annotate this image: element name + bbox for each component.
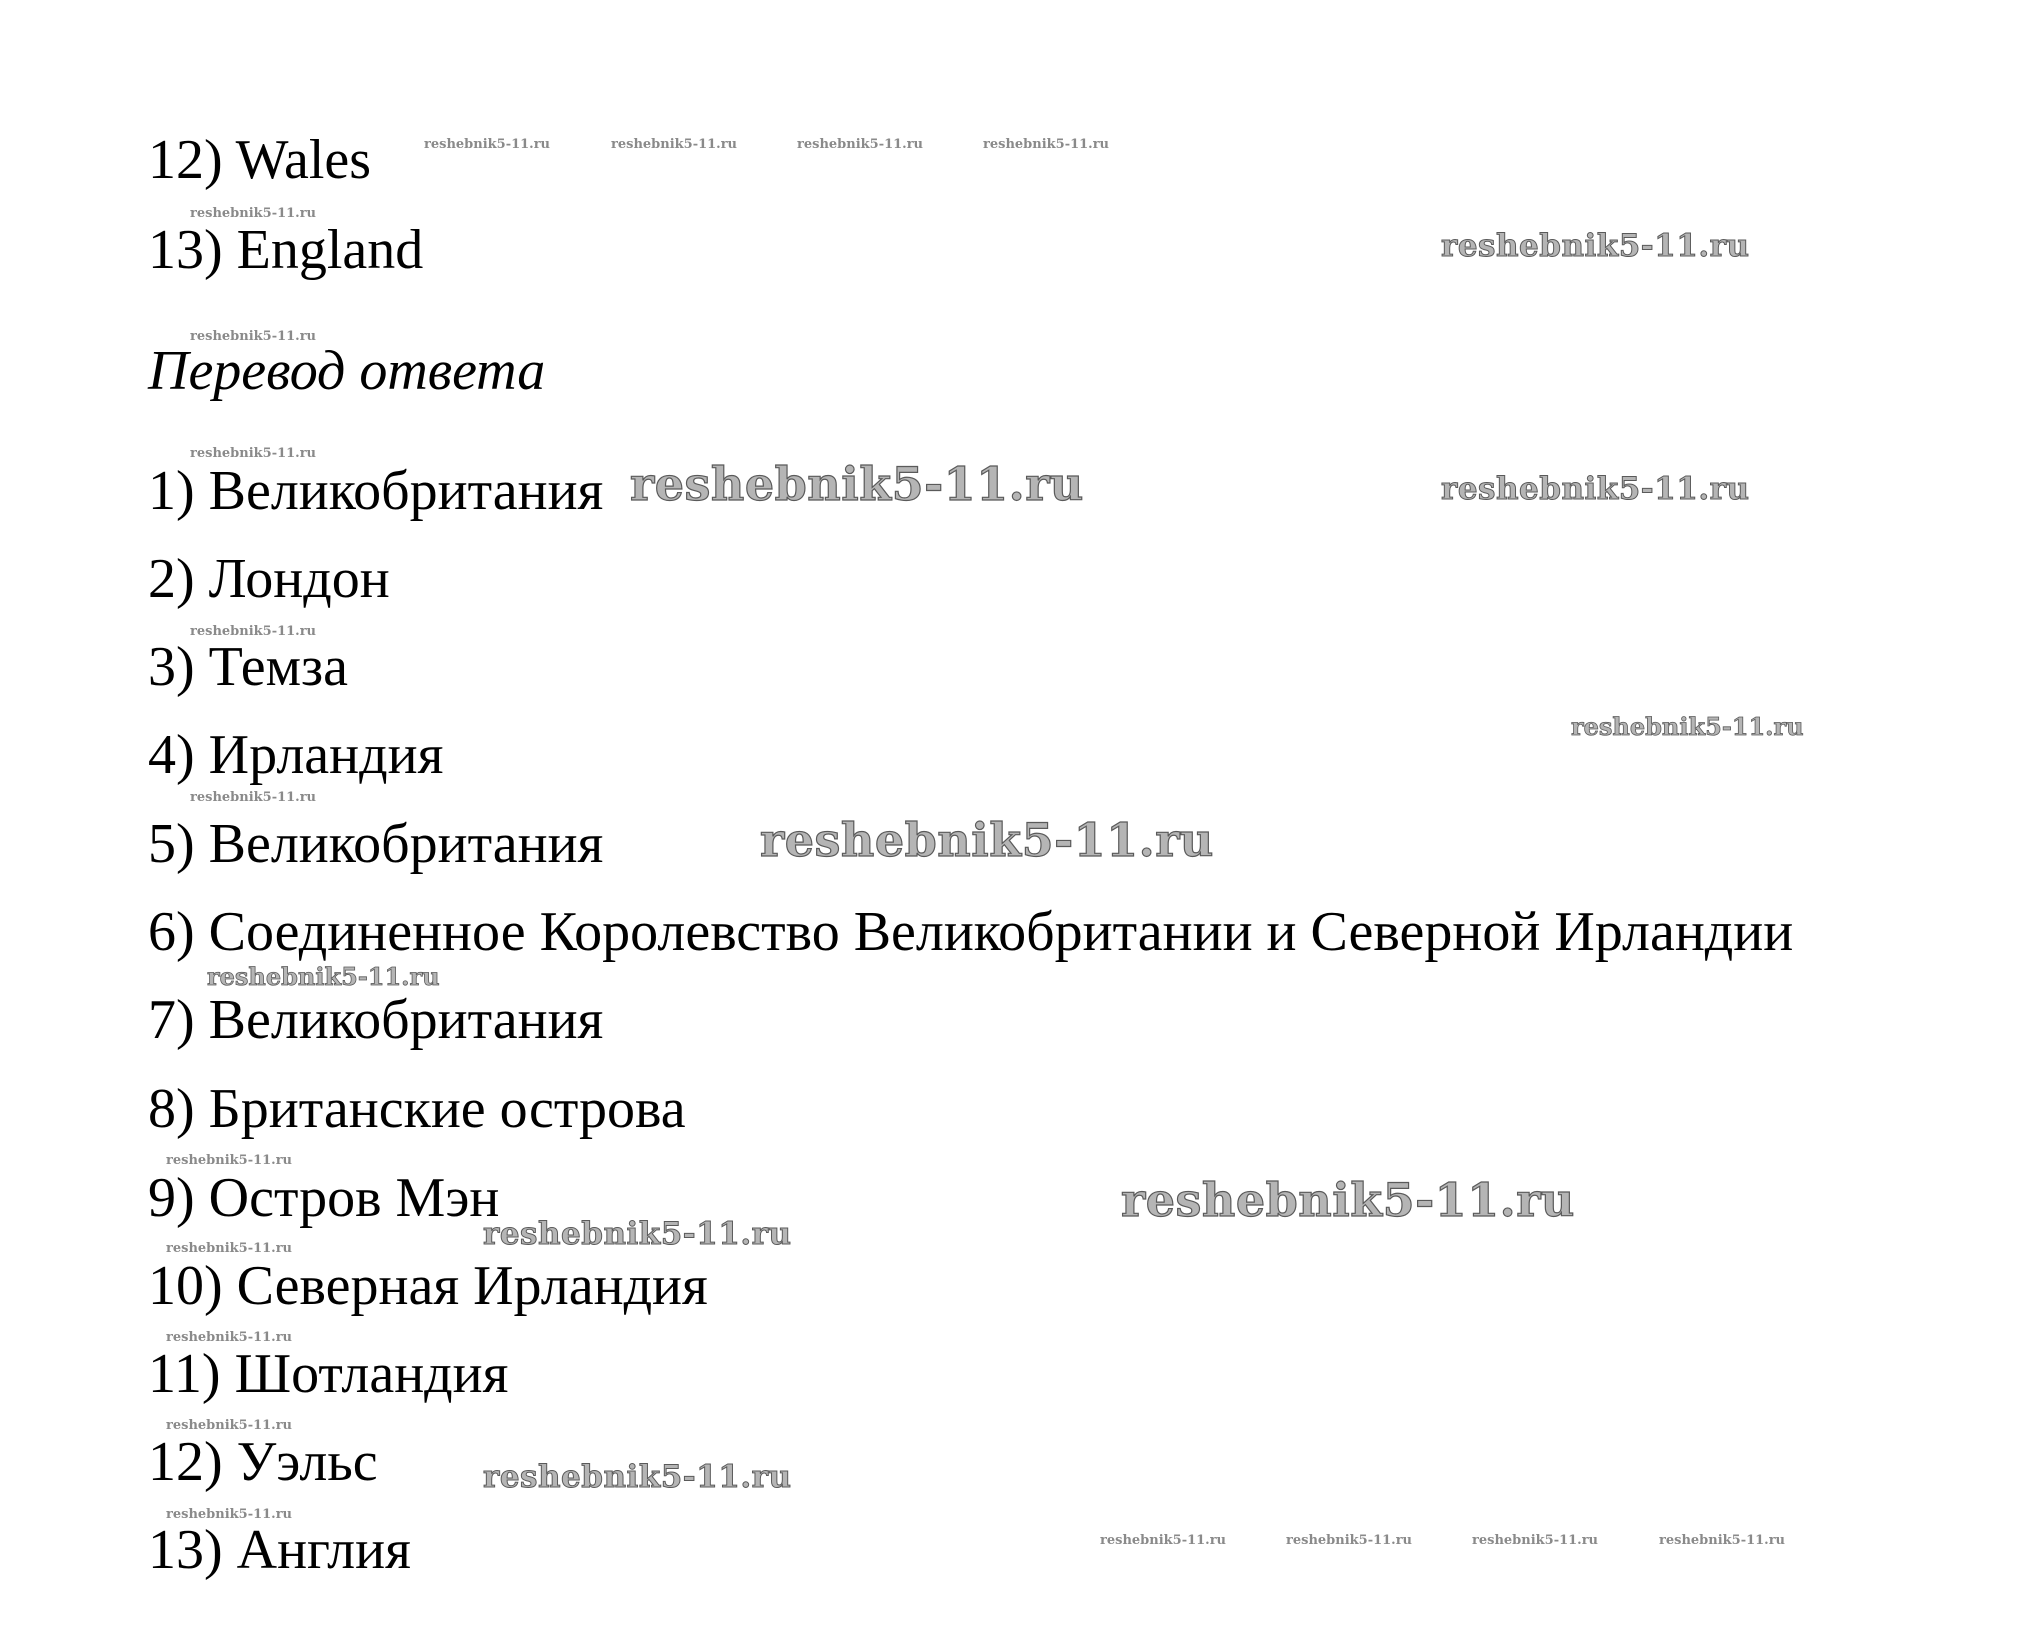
- watermark: reshebnik5-11.ru: [1441, 228, 1750, 264]
- translation-line-13: 13) Англия: [148, 1519, 411, 1581]
- watermark: reshebnik5-11.ru: [424, 137, 551, 152]
- watermark: reshebnik5-11.ru: [1100, 1533, 1227, 1548]
- watermark: reshebnik5-11.ru: [166, 1330, 293, 1345]
- translation-line-12: 12) Уэльс: [148, 1431, 378, 1493]
- watermark: reshebnik5-11.ru: [166, 1153, 293, 1168]
- watermark: reshebnik5-11.ru: [190, 329, 317, 344]
- translation-line-9: 9) Остров Мэн: [148, 1167, 500, 1229]
- watermark: reshebnik5-11.ru: [1659, 1533, 1786, 1548]
- translation-line-6: 6) Соединенное Королевство Великобритании и Северной Ирландии: [148, 901, 1794, 963]
- translation-line-3: 3) Темза: [148, 636, 348, 698]
- watermark: reshebnik5-11.ru: [207, 962, 440, 991]
- translation-line-11: 11) Шотландия: [148, 1343, 509, 1405]
- watermark: reshebnik5-11.ru: [483, 1459, 792, 1495]
- watermark: reshebnik5-11.ru: [190, 206, 317, 221]
- watermark: reshebnik5-11.ru: [611, 137, 738, 152]
- watermark: reshebnik5-11.ru: [630, 457, 1084, 511]
- translation-line-1: 1) Великобритания: [148, 460, 604, 522]
- watermark: reshebnik5-11.ru: [1286, 1533, 1413, 1548]
- watermark: reshebnik5-11.ru: [483, 1216, 792, 1252]
- watermark: reshebnik5-11.ru: [797, 137, 924, 152]
- line-12-wales: 12) Wales: [148, 129, 372, 191]
- translation-line-10: 10) Северная Ирландия: [148, 1255, 708, 1317]
- watermark: reshebnik5-11.ru: [166, 1241, 293, 1256]
- watermark: reshebnik5-11.ru: [166, 1507, 293, 1522]
- watermark: reshebnik5-11.ru: [190, 790, 317, 805]
- line-13-england: 13) England: [148, 219, 424, 281]
- watermark: reshebnik5-11.ru: [190, 624, 317, 639]
- watermark: reshebnik5-11.ru: [1571, 712, 1804, 741]
- watermark: reshebnik5-11.ru: [1441, 471, 1750, 507]
- watermark: reshebnik5-11.ru: [190, 446, 317, 461]
- translation-line-2: 2) Лондон: [148, 548, 390, 610]
- translation-line-4: 4) Ирландия: [148, 724, 444, 786]
- watermark: reshebnik5-11.ru: [1121, 1173, 1575, 1227]
- watermark: reshebnik5-11.ru: [760, 813, 1214, 867]
- translation-line-7: 7) Великобритания: [148, 989, 604, 1051]
- watermark: reshebnik5-11.ru: [166, 1418, 293, 1433]
- translation-line-8: 8) Британские острова: [148, 1078, 686, 1140]
- watermark: reshebnik5-11.ru: [1472, 1533, 1599, 1548]
- translation-heading: Перевод ответа: [148, 340, 546, 402]
- watermark: reshebnik5-11.ru: [983, 137, 1110, 152]
- translation-line-5: 5) Великобритания: [148, 813, 604, 875]
